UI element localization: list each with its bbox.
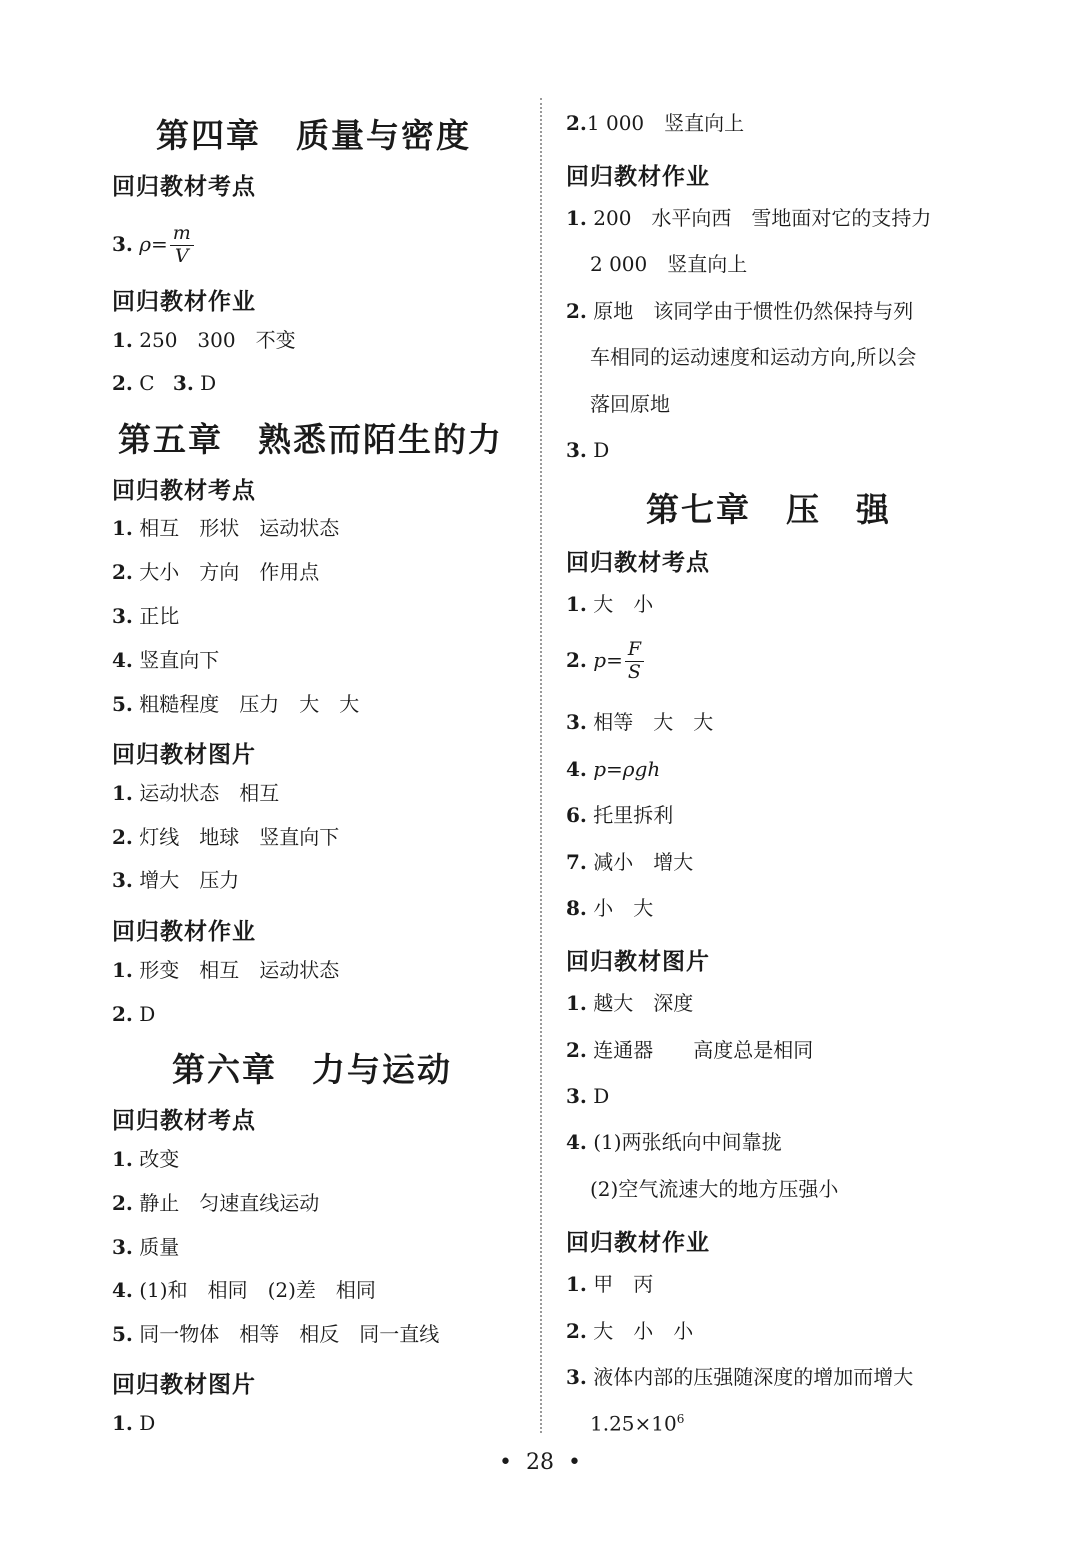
page-number: 28 (526, 1450, 554, 1475)
page-footer (0, 1450, 1080, 1475)
item-number: 2. (566, 1038, 587, 1062)
item-number: 2. (112, 371, 133, 395)
section-heading: 回归教材作业 (566, 164, 710, 190)
item-number: 1. (112, 516, 133, 540)
item-continuation: 车相同的运动速度和运动方向,所以会 (590, 345, 917, 369)
item-continuation: 2 000 竖直向上 (590, 252, 748, 276)
answer-item (566, 1132, 782, 1152)
item-number: 2. (566, 647, 587, 672)
item-number: 2. (112, 1191, 133, 1215)
section-heading: 回归教材考点 (112, 1108, 256, 1134)
item-text: p=ρgh (593, 757, 661, 781)
item-number: 3. (112, 868, 133, 892)
sci-base: 1.25×10 (590, 1411, 677, 1436)
item-number: 3. (566, 1365, 587, 1389)
item-number: 4. (566, 757, 587, 781)
item-text: 改变 (139, 1147, 180, 1171)
section-heading: 回归教材考点 (112, 174, 256, 200)
item-number: 5. (112, 1322, 133, 1346)
item-number: 2. (112, 1002, 133, 1026)
item-text: 减小 增大 (593, 850, 694, 874)
item-number: 3. (566, 1084, 587, 1108)
item-continuation: 落回原地 (590, 392, 670, 416)
answer-item (566, 805, 673, 825)
answer-item (112, 1324, 439, 1344)
answer-item (566, 1321, 693, 1341)
answer-item (566, 1086, 609, 1106)
chapter-7-title: 第七章 压 强 (646, 490, 891, 529)
item-text: 运动状态 相互 (139, 781, 280, 805)
item-text: 小 大 (593, 896, 654, 920)
answer-item (566, 712, 713, 732)
answer-item (112, 960, 339, 980)
section-heading: 回归教材考点 (566, 550, 710, 576)
item-text: (1)和 相同 (2)差 相同 (139, 1278, 376, 1302)
density-fraction (170, 224, 194, 267)
bullet-left: • (499, 1450, 512, 1475)
chapter-6-title: 第六章 力与运动 (172, 1050, 452, 1089)
answer-item (566, 301, 913, 321)
equals-sign: = (151, 231, 168, 256)
item-text: 250 300 不变 (139, 328, 296, 352)
answer-item (566, 1367, 913, 1387)
item-number: 3. (566, 438, 587, 462)
answer-item (112, 1193, 319, 1213)
answer-item (112, 330, 296, 350)
answer-item (566, 113, 744, 133)
section-heading: 回归教材图片 (112, 742, 256, 768)
answer-item (566, 440, 609, 460)
answer-item (112, 1004, 155, 1024)
fraction-denominator: V (174, 244, 189, 267)
answer-item (566, 640, 644, 683)
item-number: 4. (112, 648, 133, 672)
item-number: 1. (566, 1272, 587, 1296)
item-number: 2. (566, 1319, 587, 1343)
item-number: 2. (566, 299, 587, 323)
section-heading: 回归教材图片 (566, 949, 710, 975)
fraction-denominator: S (627, 660, 641, 683)
answer-item (566, 208, 931, 228)
item-text: 粗糙程度 压力 大 大 (139, 692, 360, 716)
pressure-fraction (625, 640, 644, 683)
item-text: 同一物体 相等 相反 同一直线 (139, 1322, 440, 1346)
item-text: 增大 压力 (139, 868, 240, 892)
item-text: 静止 匀速直线运动 (139, 1191, 320, 1215)
fraction-numerator: F (625, 640, 644, 662)
item-text: 质量 (139, 1235, 180, 1259)
equals-sign: = (606, 647, 623, 672)
item-number: 3. (112, 604, 133, 628)
item-text: 形变 相互 运动状态 (139, 958, 340, 982)
item-text: 原地 该同学由于惯性仍然保持与列 (593, 299, 914, 323)
item-text: 大 小 (593, 592, 654, 616)
item-text: 液体内部的压强随深度的增加而增大 (593, 1365, 914, 1389)
section-heading: 回归教材图片 (112, 1372, 256, 1398)
item-text: 相等 大 大 (593, 710, 714, 734)
section-heading: 回归教材作业 (566, 1230, 710, 1256)
rho-symbol: ρ (139, 231, 152, 256)
item-number: 3. (172, 371, 194, 395)
answer-item (112, 562, 319, 582)
item-number: 2. (112, 825, 133, 849)
item-continuation (590, 1413, 684, 1434)
item-number: 4. (566, 1130, 587, 1154)
answer-item (112, 373, 216, 393)
item-number: 1. (112, 1411, 133, 1435)
item-number: 3. (566, 710, 587, 734)
answer-item (112, 1413, 155, 1433)
section-heading: 回归教材考点 (112, 478, 256, 504)
answer-item (566, 993, 693, 1013)
item-text: 正比 (139, 604, 180, 628)
item-text: D (139, 1411, 156, 1435)
item-text: D (593, 1084, 610, 1108)
item-number: 8. (566, 896, 587, 920)
item-text: 甲 丙 (593, 1272, 654, 1296)
item-text: 大 小 小 (593, 1319, 694, 1343)
item-number: 1. (112, 328, 133, 352)
fraction-numerator: m (170, 224, 194, 246)
item-number: 3. (112, 231, 133, 256)
item-text: 灯线 地球 竖直向下 (139, 825, 340, 849)
section-heading: 回归教材作业 (112, 919, 256, 945)
item-number: 7. (566, 850, 587, 874)
section-heading: 回归教材作业 (112, 289, 256, 315)
answer-item (112, 606, 179, 626)
bullet-right: • (568, 1450, 581, 1475)
item-number: 1. (112, 958, 133, 982)
answer-item (566, 852, 693, 872)
answer-item (566, 759, 660, 779)
item-text: D (200, 371, 217, 395)
item-number: 2. (112, 560, 133, 584)
answer-item (112, 827, 339, 847)
item-number: 5. (112, 692, 133, 716)
item-number: 2. (566, 111, 587, 135)
item-number: 6. (566, 803, 587, 827)
item-number: 3. (112, 1235, 133, 1259)
answer-item (566, 1040, 813, 1060)
item-text: D (593, 438, 610, 462)
item-number: 4. (112, 1278, 133, 1302)
item-number: 1. (566, 206, 587, 230)
item-text: D (139, 1002, 156, 1026)
item-continuation: (2)空气流速大的地方压强小 (590, 1177, 839, 1201)
item-number: 1. (566, 592, 587, 616)
answer-item (112, 518, 339, 538)
item-number: 1. (112, 781, 133, 805)
item-text: 200 水平向西 雪地面对它的支持力 (593, 206, 932, 230)
item-text: 托里拆利 (593, 803, 674, 827)
answer-item (112, 650, 219, 670)
item-text: 大小 方向 作用点 (139, 560, 320, 584)
item-text: (1)两张纸向中间靠拢 (593, 1130, 782, 1154)
item-text: C (139, 371, 155, 395)
item-number: 1. (112, 1147, 133, 1171)
column-divider (540, 98, 542, 1433)
item-text: 相互 形状 运动状态 (139, 516, 340, 540)
answer-item (112, 783, 279, 803)
answer-item (566, 594, 653, 614)
sci-exponent: 6 (676, 1412, 685, 1426)
item-number: 1. (566, 991, 587, 1015)
answer-item (112, 224, 194, 267)
item-text: 连通器 高度总是相同 (593, 1038, 814, 1062)
answer-item (566, 1274, 653, 1294)
answer-item (112, 1280, 376, 1300)
item-text: 竖直向下 (139, 648, 220, 672)
pressure-symbol: p (593, 647, 607, 672)
answer-item (112, 870, 239, 890)
answer-item (112, 1149, 179, 1169)
answer-item (566, 898, 653, 918)
chapter-4-title: 第四章 质量与密度 (156, 116, 471, 155)
answer-item (112, 694, 359, 714)
item-text: 1 000 竖直向上 (586, 111, 745, 135)
answer-item (112, 1237, 179, 1257)
chapter-5-title: 第五章 熟悉而陌生的力 (118, 420, 503, 459)
item-text: 越大 深度 (593, 991, 694, 1015)
